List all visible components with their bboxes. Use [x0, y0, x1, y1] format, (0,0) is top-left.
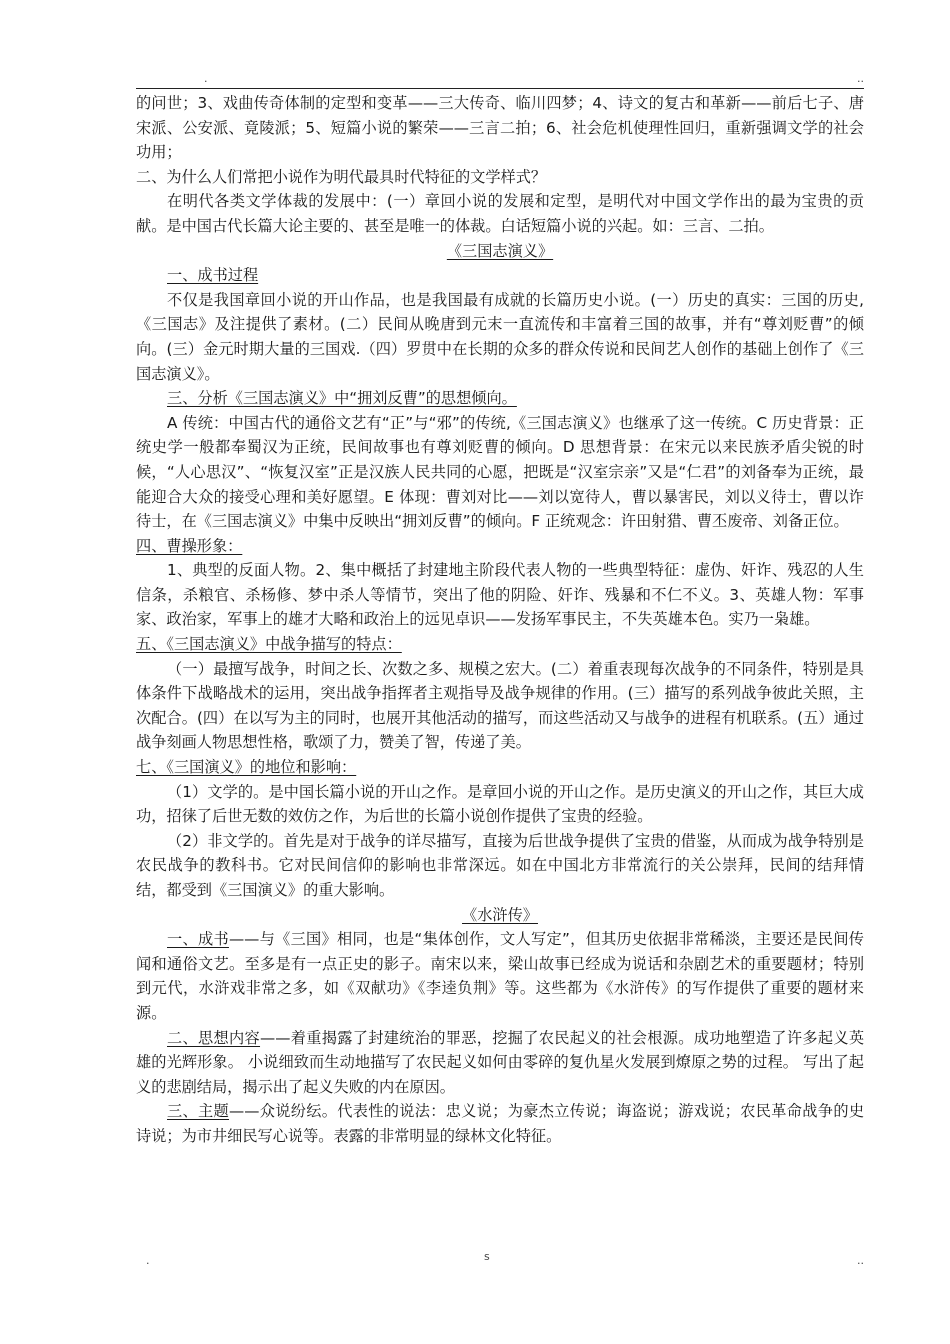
page-header — [136, 72, 864, 86]
subheading-chengshu: 一、成书过程 — [167, 266, 259, 285]
header-rule — [136, 88, 864, 89]
subheading-caocao: 四、曹操形象： — [136, 536, 243, 555]
section-title-sanguo: 《三国志演义》 — [446, 241, 554, 260]
page-footer — [136, 1250, 864, 1266]
paragraph-yongliu: A 传统：中国古代的通俗文艺有“正”与“邪”的传统,《三国志演义》也继承了这一传统。C 历史背景：正统史学一般都奉蜀汉为正统，民间故事也有尊刘贬曹的倾向。D 思想背景：在宋元以来民族矛盾尖锐的时候，“人心思汉”、“恢复汉室”正是汉族人民共同的心愿，把既是“汉室宗亲”又是“仁君”的刘备奉为正统，最能迎合大众的接受心理和美好愿望。E 体现：曹刘对比——刘以宽待人，曹以暴害民，刘以义待士，曹以诈待士，在《三国志演义》中集中反映出“拥刘反曹”的倾向。F 正统观念：许田射猎、曹丕废帝、刘备正位。 — [136, 413, 864, 531]
header-right-mark: .. — [857, 72, 864, 85]
paragraph-war: （一）最擅写战争，时间之长、次数之多、规模之宏大。(二）着重表现每次战争的不同条件，特别是具体条件下战略战术的运用，突出战争指挥者主观指导及战争规律的作用。(三）描写的系列战争彼此关照，主次配合。(四）在以写为主的同时，也展开其他活动的描写，而这些活动又与战争的进程有机联系。(五）通过战争刻画人物思想性格，歌颂了力，赞美了智，传递了美。 — [136, 659, 864, 752]
subheading-war: 五、《三国志演义》中战争描写的特点： — [136, 635, 402, 654]
paragraph-shuihu-content: 二、思想内容——着重揭露了封建统治的罪恶，挖掘了农民起义的社会根源。成功地塑造了许多起义英雄的光辉形象。 小说细致而生动地描写了农民起义如何由零碎的复仇星火发展到燎原之势的过程。 写出了起义的悲剧结局，揭示出了起义失败的内在原因。 — [136, 1028, 865, 1096]
footer-left-mark: . — [146, 1254, 150, 1267]
subheading-yongliu: 三、分析《三国志演义》中“拥刘反曹”的思想倾向。 — [167, 389, 517, 408]
document-body — [136, 91, 864, 1149]
paragraph-continuation: 的问世；3、戏曲传奇体制的定型和变革——三大传奇、临川四梦；4、诗文的复古和革新——前后七子、唐宋派、公安派、竟陵派；5、短篇小说的繁荣——三言二拍；6、社会危机使理性回归，重新强调文学的社会功用； — [136, 94, 864, 162]
paragraph-chengshu: 不仅是我国章回小说的开山作品，也是我国最有成就的长篇历史小说。(一）历史的真实：三国的历史,《三国志》及注提供了素材。(二）民间从晚唐到元末一直流传和丰富着三国的故事，并有“尊刘贬曹”的倾向。(三）金元时期大量的三国戏.（四）罗贯中在长期的众多的群众传说和民间艺人创作的基础上创作了《三国志演义》。 — [136, 290, 864, 383]
paragraph-answer: 在明代各类文学体裁的发展中：(一）章回小说的发展和定型，是明代对中国文学作出的最为宝贵的贡献。是中国古代长篇大论主要的、甚至是唯一的体裁。白话短篇小说的兴起。如：三言、二拍。 — [136, 192, 864, 235]
header-left-mark: . — [204, 72, 208, 85]
paragraph-shuihu-chengshu: 一、成书——与《三国》相同，也是“集体创作，文人写定”，但其历史依据非常稀淡，主要还是民间传闻和通俗文艺。至多是有一点正史的影子。南宋以来，梁山故事已经成为说话和杂剧艺术的重要题材；特别到元代，水浒戏非常之多，如《双献功》《李逵负荆》等。这些都为《水浒传》的写作提供了重要的题材来源。 — [136, 930, 864, 1022]
paragraph-influence-literary: （1）文学的。是中国长篇小说的开山之作。是章回小说的开山之作。是历史演义的开山之作，其巨大成功，招徕了后世无数的效仿之作，为后世的长篇小说创作提供了宝贵的经验。 — [136, 782, 864, 826]
question-heading: 二、为什么人们常把小说作为明代最具时代特征的文学样式？ — [136, 167, 547, 186]
paragraph-caocao: 1、典型的反面人物。2、集中概括了封建地主阶段代表人物的一些典型特征：虚伪、奸诈、残忍的人生信条，杀粮官、杀杨修、梦中杀人等情节，突出了他的阴险、奸诈、残暴和不仁不义。3、英雄人物：军事家、政治家，军事上的雄才大略和政治上的远见卓识——发扬军事民主，不失英雄本色。实乃一枭雄。 — [136, 561, 864, 629]
footer-page-mark: s — [484, 1250, 490, 1263]
subheading-influence: 七、《三国演义》的地位和影响： — [136, 758, 357, 777]
footer-right-mark: .. — [857, 1254, 864, 1267]
paragraph-shuihu-theme: 三、主题——众说纷纭。代表性的说法：忠义说；为豪杰立传说；诲盗说；游戏说；农民革命战争的史诗说；为市井细民写心说等。表露的非常明显的绿林文化特征。 — [136, 1102, 865, 1145]
paragraph-influence-nonliterary: （2）非文学的。首先是对于战争的详尽描写，直接为后世战争提供了宝贵的借鉴，从而成为战争特别是农民战争的教科书。它对民间信仰的影响也非常深远。如在中国北方非常流行的关公崇拜，民间的结拜情结，都受到《三国演义》的重大影响。 — [136, 831, 864, 899]
section-title-shuihu: 《水浒传》 — [462, 905, 538, 924]
